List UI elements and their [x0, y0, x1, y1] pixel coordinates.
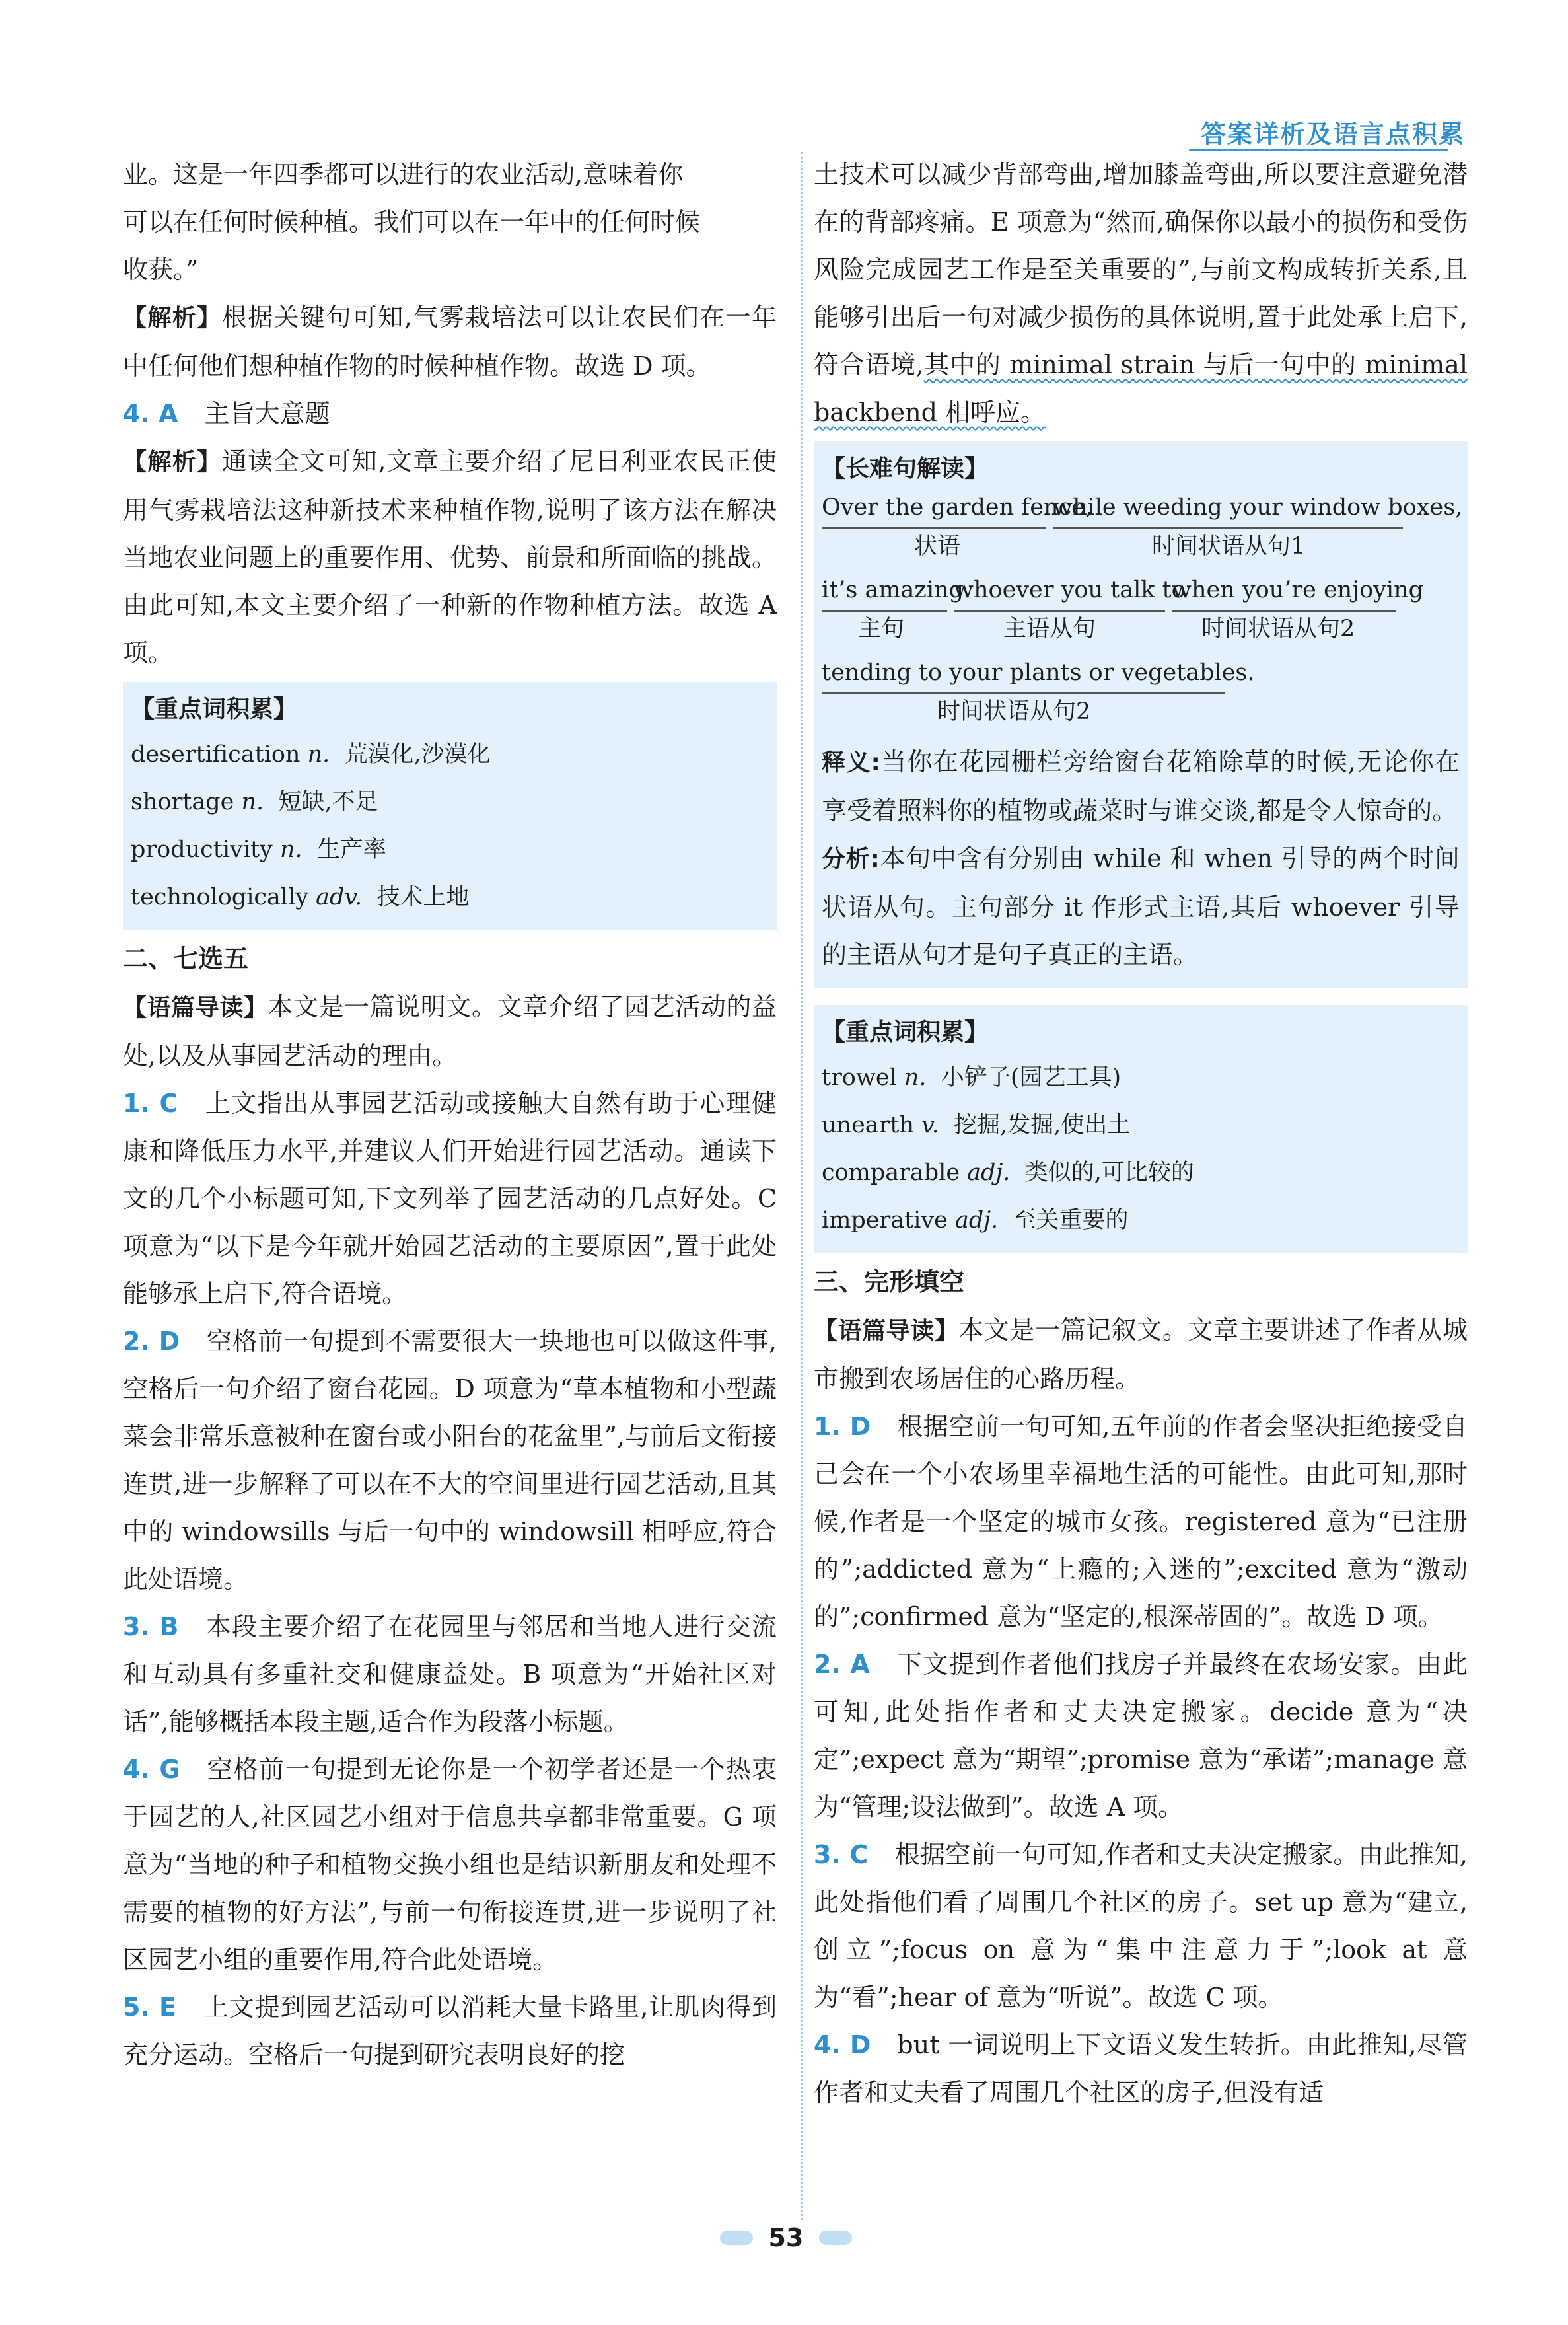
- long-sentence-box: [814, 441, 1468, 988]
- analysis-paragraph: [123, 293, 777, 390]
- interpretation-tag: 释义:: [822, 749, 880, 776]
- answer-item: [814, 1831, 1468, 2021]
- interpretation-text: 当你在花园栅栏旁给窗台花箱除草的时候,无论你在享受着照料你的植物或蔬菜时与谁交谈,都是令人惊奇的。: [822, 747, 1460, 825]
- guide-text: 本文是一篇记叙文。文章主要讲述了作者从城市搬到农场居住的心路历程。: [814, 1315, 1468, 1393]
- right-column: [814, 151, 1468, 2116]
- guide-paragraph: [814, 1306, 1468, 1403]
- answer-number: 3. C: [814, 1840, 869, 1869]
- answer-number: 1. C: [123, 1089, 178, 1118]
- guide-tag: 【语篇导读】: [123, 994, 268, 1021]
- vocab-item: productivity n. 生产率: [131, 836, 386, 863]
- intro-line: 业。这是一年四季都可以进行的农业活动,意味着你: [123, 160, 684, 189]
- page-number-text: 53: [768, 2223, 804, 2252]
- analysis-paragraph: [822, 834, 1460, 978]
- vocab-item: unearth v. 挖掘,发掘,使出土: [822, 1112, 1131, 1138]
- answer-number: 4. D: [814, 2030, 871, 2059]
- guide-paragraph: [123, 983, 777, 1080]
- segment-label: 主语从句: [1003, 616, 1096, 642]
- answer-text: 下文提到作者他们找房子并最终在农场安家。由此可知,此处指作者和丈夫决定搬家。decide 意为“决定”;expect 意为“期望”;promise 意为“承诺”;manage 意为“管理;设法做到”。故选 A 项。: [814, 1650, 1468, 1822]
- answer-text: 上文指出从事园艺活动或接触大自然有助于心理健康和降低压力水平,并建议人们开始进行园艺活动。通读下文的几个小标题可知,下文列举了园艺活动的几点好处。C 项意为“以下是今年就开始园艺活动的主要原因”,置于此处能够承上启下,符合语境。: [123, 1089, 777, 1308]
- segment-labels: [822, 694, 1460, 738]
- answer-text: 空格前一句提到无论你是一个初学者还是一个热衷于园艺的人,社区园艺小组对于信息共享都非常重要。G 项意为“当地的种子和植物交换小组也是结识新朋友和处理不需要的植物的好方法”,与前一句衔接连贯,进一步说明了社区园艺小组的重要作用,符合此处语境。: [123, 1755, 777, 1974]
- analysis-paragraph: [123, 437, 777, 677]
- sentence-line: [822, 490, 1463, 529]
- answer-item: [123, 1746, 777, 1983]
- analysis-tag: 【解析】: [123, 305, 222, 332]
- long-sentence-title: 【长难句解读】: [822, 455, 989, 482]
- question-type: 主旨大意题: [204, 399, 330, 428]
- answer-item: [814, 1403, 1468, 1641]
- section-heading: 三、完形填空: [814, 1267, 965, 1296]
- answer-number: 5. E: [123, 1993, 176, 2022]
- answer-number: 4. G: [123, 1755, 180, 1784]
- header-title: 答案详析及语言点积累: [1201, 120, 1466, 149]
- left-column: [123, 151, 777, 2079]
- sentence-segment: when you’re enjoying: [1172, 573, 1396, 612]
- answer-number: 1. D: [814, 1412, 871, 1441]
- answer-number: 2. D: [123, 1327, 180, 1356]
- answer-text: 本段主要介绍了在花园里与邻居和当地人进行交流和互动具有多重社交和健康益处。B 项意为“开始社区对话”,能够概括本段主题,适合作为段落小标题。: [123, 1612, 777, 1736]
- answer-item: [123, 1080, 777, 1317]
- sentence-segment: Over the garden fence,: [822, 490, 1046, 529]
- answer-item: [123, 1317, 777, 1603]
- analysis-text: 通读全文可知,文章主要介绍了尼日利亚农民正使用气雾栽培法这种新技术来种植作物,说明了该方法在解决当地农业问题上的重要作用、优势、前景和所面临的挑战。由此可知,本文主要介绍了一种新的作物种植方法。故选 A 项。: [123, 447, 777, 667]
- sentence-line: [822, 573, 1460, 612]
- vocab-title: 【重点词积累】: [822, 1019, 989, 1046]
- answer-number: 4. A: [123, 399, 178, 428]
- vocab-title: 【重点词积累】: [131, 696, 298, 723]
- section-heading: 二、七选五: [123, 944, 249, 973]
- page-number: [720, 2221, 852, 2254]
- vocab-item: imperative adj. 至关重要的: [822, 1207, 1129, 1234]
- segment-labels: [822, 612, 1460, 655]
- answer-text: but 一词说明上下文语义发生转折。由此推知,尽管作者和丈夫看了周围几个社区的房子,但没有适: [814, 2030, 1468, 2107]
- segment-label: 时间状语从句2: [937, 698, 1091, 725]
- analysis-text: 根据关键句可知,气雾栽培法可以让农民们在一年中任何他们想种植作物的时候种植作物。故选 D 项。: [123, 303, 777, 381]
- answer-item: [814, 1641, 1468, 1831]
- answer-text: 空格前一句提到不需要很大一块地也可以做这件事,空格后一句介绍了窗台花园。D 项意为“草本植物和小型蔬菜会非常乐意被种在窗台或小阳台的花盆里”,与前后文衔接连贯,进一步解释了可以在不大的空间里进行园艺活动,且其中的 windowsills 与后一句中的 windowsill 相呼应,符合此处语境。: [123, 1327, 777, 1594]
- page-pill-right: [819, 2231, 852, 2245]
- vocab-item: technologically adv. 技术上地: [131, 884, 470, 910]
- analysis-text: 本句中含有分别由 while 和 when 引导的两个时间状语从句。主句部分 it 作形式主语,其后 whoever 引导的主语从句才是句子真正的主语。: [822, 844, 1460, 969]
- intro-line: 收获。”: [123, 255, 199, 284]
- answer-item: [814, 2021, 1468, 2116]
- analysis-tag: 【解析】: [123, 449, 222, 476]
- vocab-item: trowel n. 小铲子(园艺工具): [822, 1064, 1122, 1091]
- segment-label: 时间状语从句2: [1201, 616, 1355, 642]
- sentence-segment: whoever you talk to: [954, 573, 1165, 612]
- interpretation-paragraph: [822, 738, 1460, 834]
- answer-number: 3. B: [123, 1612, 179, 1641]
- intro-line: 可以在任何时候种植。我们可以在一年中的任何时候: [123, 207, 701, 237]
- continued-text: 土技术可以减少背部弯曲,增加膝盖弯曲,所以要注意避免潜在的背部疼痛。E 项意为“然而,确保你以最小的损伤和受伤风险完成园艺工作是至关重要的”,与前文构成转折关系,且能够引出后一句对减少损伤的具体说明,置于此处承上启下,符合语境,: [814, 160, 1468, 379]
- sentence-segment: while weeding your window boxes,: [1053, 490, 1403, 529]
- segment-label: 状语: [914, 533, 961, 560]
- sentence-line: [822, 655, 1460, 694]
- sentence-segment: tending to your plants or vegetables.: [822, 655, 1225, 694]
- column-divider: [801, 152, 803, 2220]
- question-4-header: [123, 390, 777, 437]
- segment-label: 时间状语从句1: [1152, 533, 1306, 560]
- vocab-item: desertification n. 荒漠化,沙漠化: [131, 741, 491, 768]
- vocab-box: [814, 1005, 1468, 1253]
- page-pill-left: [720, 2231, 753, 2245]
- segment-label: 主句: [858, 616, 905, 642]
- vocab-item: shortage n. 短缺,不足: [131, 789, 378, 815]
- answer-text: 上文提到园艺活动可以消耗大量卡路里,让肌肉得到充分运动。空格后一句提到研究表明良好的挖: [123, 1993, 777, 2069]
- answer-item: [123, 1983, 777, 2079]
- answer-text: 根据空前一句可知,作者和丈夫决定搬家。由此推知,此处指他们看了周围几个社区的房子。set up 意为“建立,创立”;focus on 意为“集中注意力于”;look at 意为“看”;hear of 意为“听说”。故选 C 项。: [814, 1840, 1468, 2012]
- continued-paragraph: [814, 151, 1468, 436]
- guide-tag: 【语篇导读】: [814, 1317, 959, 1345]
- segment-labels: [822, 529, 1460, 573]
- vocab-item: comparable adj. 类似的,可比较的: [822, 1160, 1194, 1186]
- wavy-underlined-text: 其中的 minimal strain 与后一句中的 minimal backbend 相呼应。: [814, 350, 1468, 427]
- analysis-tag: 分析:: [822, 846, 880, 873]
- answer-item: [123, 1603, 777, 1746]
- vocab-box: [123, 682, 777, 930]
- sentence-segment: it’s amazing: [822, 573, 947, 612]
- answer-number: 2. A: [814, 1650, 870, 1679]
- answer-text: 根据空前一句可知,五年前的作者会坚决拒绝接受自己会在一个小农场里幸福地生活的可能性。由此可知,那时候,作者是一个坚定的城市女孩。registered 意为“已注册的”;addicted 意为“上瘾的;入迷的”;excited 意为“激动的”;confirmed 意为“坚定的,根深蒂固的”。故选 D 项。: [814, 1412, 1468, 1631]
- guide-text: 本文是一篇说明文。文章介绍了园艺活动的益处,以及从事园艺活动的理由。: [123, 992, 777, 1070]
